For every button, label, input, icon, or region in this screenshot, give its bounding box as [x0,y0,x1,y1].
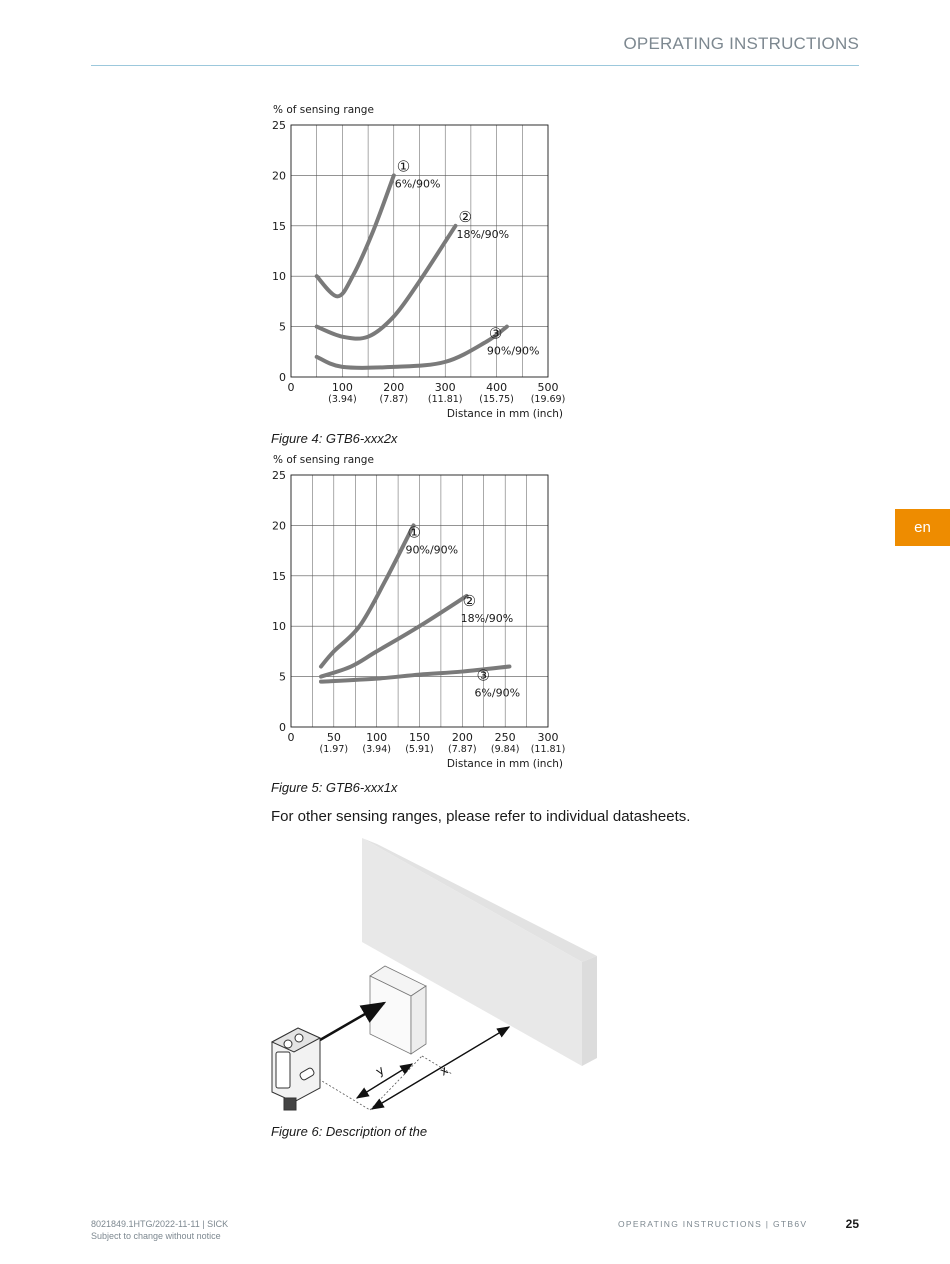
y-tick-label: 25 [272,469,286,482]
y-tick-label: 10 [272,620,286,634]
photoelectric-sensor [272,1028,320,1110]
body-text: For other sensing ranges, please refer to individual datasheets. [271,808,691,825]
series-marker-3: ③ [488,324,503,343]
x-tick-label: 50 [326,731,341,744]
series-line-1 [321,525,414,666]
footer-left [91,1218,228,1242]
x-tick-sublabel: (3.94) [362,744,391,755]
series-label-3: 6%/90% [474,686,521,700]
series-line-2 [321,596,467,677]
x-tick-sublabel: (5.91) [405,744,434,755]
series-marker-2: ② [462,591,477,610]
sensing-distance-illustration [262,830,622,1120]
y-axis-label: % of sensing range [273,454,374,466]
y-tick-label: 20 [272,519,286,533]
x-tick-label: 300 [434,381,456,394]
y-axis-label: % of sensing range [273,104,374,116]
y-tick-label: 10 [272,270,286,284]
y-tick-label: 5 [279,670,286,684]
page-number: 25 [845,1217,859,1231]
figure5-caption: Figure 5: GTB6-xxx1x [271,780,398,795]
chart-gtb6-xxx2x [262,98,582,426]
x-tick-sublabel: (11.81) [530,744,566,755]
y-dimension-arrow [357,1064,412,1098]
series-label-1: 6%/90% [394,177,441,191]
y-tick-label: 5 [279,320,286,334]
series-label-2: 18%/90% [456,227,510,241]
x-tick-label: 0 [287,731,295,744]
page-header-title: OPERATING INSTRUCTIONS [623,34,859,53]
x-tick-label: 500 [537,381,559,394]
x-tick-sublabel: (7.87) [448,744,477,755]
x-tick-label: 100 [331,381,353,394]
x-tick-sublabel: (11.81) [427,394,463,405]
target-object [370,966,426,1054]
chart-gtb6-xxx1x [262,448,582,776]
x-tick-sublabel: (15.75) [479,394,514,405]
x-tick-sublabel: (9.84) [490,744,520,755]
x-dimension-label: x [437,1062,451,1079]
figure4-caption: Figure 4: GTB6-xxx2x [271,431,398,446]
y-tick-label: 25 [272,119,286,132]
x-tick-label: 200 [451,731,473,744]
figure6-caption: Figure 6: Description of the [271,1124,428,1139]
y-tick-label: 0 [279,371,286,384]
series-marker-1: ① [407,523,421,542]
header-rule [91,65,859,66]
series-line-2 [317,226,456,339]
series-label-3: 90%/90% [486,344,540,358]
x-tick-label: 0 [287,381,295,394]
series-marker-1: ① [396,157,411,176]
footer-doc-title: OPERATING INSTRUCTIONS | GTB6V [618,1219,808,1229]
series-marker-2: ② [458,207,472,226]
language-tab[interactable]: en [895,509,950,546]
x-axis-label: Distance in mm (inch) [446,408,563,420]
series-label-1: 90%/90% [405,543,459,557]
x-tick-sublabel: (3.94) [328,394,357,405]
x-tick-label: 400 [486,381,508,394]
x-tick-label: 250 [494,731,516,744]
series-label-2: 18%/90% [460,611,514,625]
x-tick-label: 200 [383,381,405,394]
y-tick-label: 20 [272,169,286,183]
y-tick-label: 0 [279,721,286,734]
y-tick-label: 15 [272,569,286,583]
x-tick-sublabel: (1.97) [319,744,349,755]
x-tick-label: 100 [366,731,388,744]
x-tick-sublabel: (19.69) [530,394,566,405]
y-dimension-label: y [373,1062,387,1079]
footer-notice: Subject to change without notice [91,1231,221,1241]
series-line-3 [317,324,507,368]
series-marker-3: ③ [476,666,490,685]
x-axis-label: Distance in mm (inch) [446,758,563,770]
x-tick-sublabel: (7.87) [379,394,409,405]
y-tick-label: 15 [272,219,286,233]
series-line-1 [317,175,394,296]
footer-doc-id: 8021849.1HTG/2022-11-11 | SICK [91,1219,229,1229]
x-tick-label: 150 [409,731,430,744]
x-tick-label: 300 [537,731,559,744]
